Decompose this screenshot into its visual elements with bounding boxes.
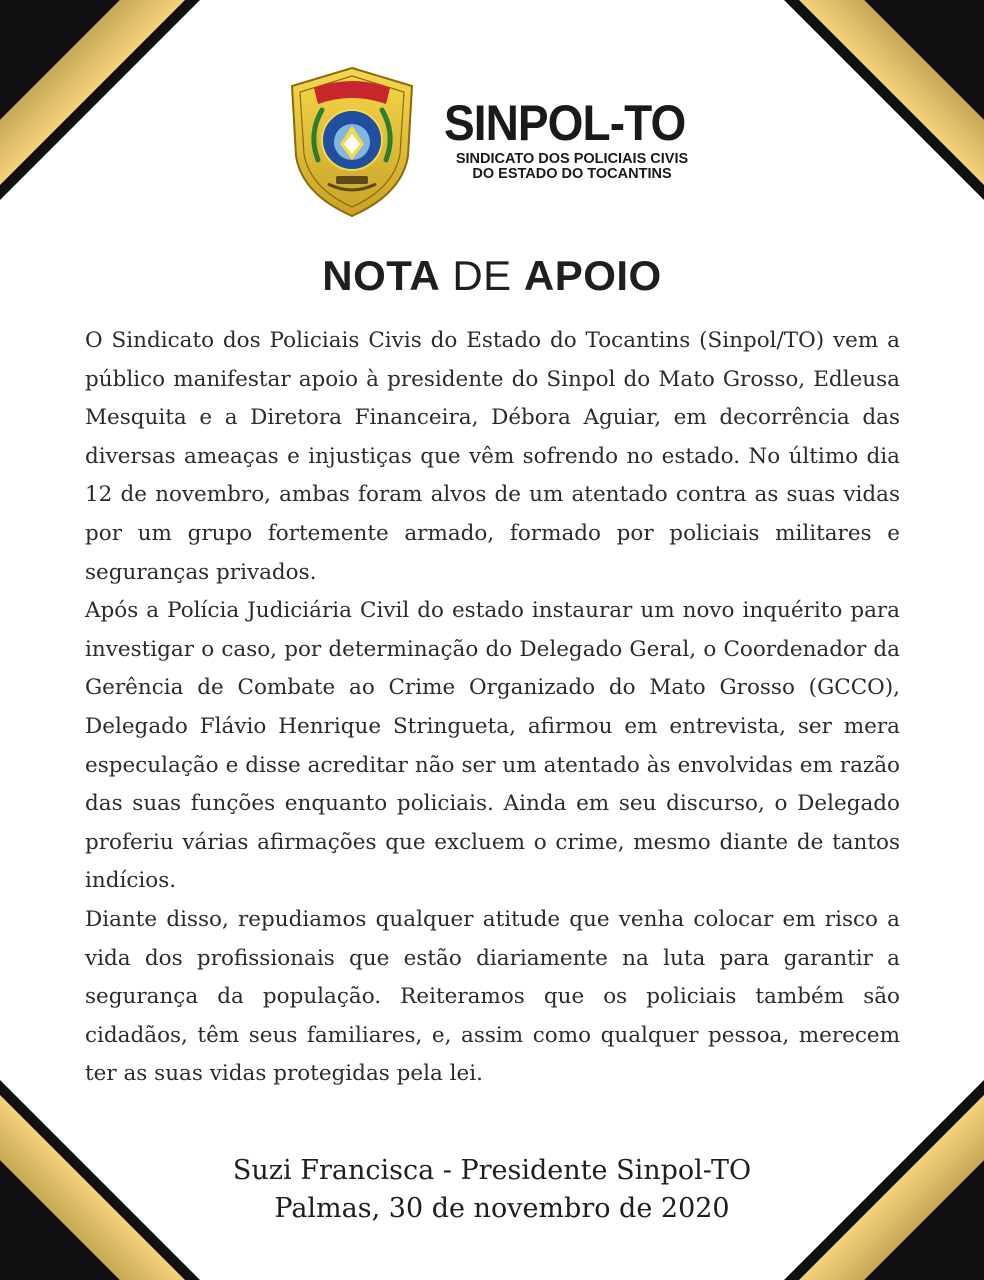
brand-name: SINPOL-TO (444, 95, 686, 151)
police-shield-icon (284, 64, 420, 220)
title-part-1: NOTA (322, 252, 441, 299)
page-title (0, 252, 984, 300)
signature-name: Suzi Francisca - Presidente Sinpol-TO (232, 1155, 752, 1186)
header (0, 60, 984, 220)
signature-place-date: Palmas, 30 de novembro de 2020 (274, 1193, 730, 1224)
brand-block (444, 95, 706, 182)
paragraph-1: O Sindicato dos Policiais Civis do Estado do Tocantins (Sinpol/TO) vem a público manifestar apoio à presidente do Sinpol do Mato Grosso, Edleusa Mesquita e a Diretora Financeira, Débora Aguiar, em decorrência das diversas ameaças e injustiças que vêm sofrendo no estado. No último dia 12 de novembro, ambas foram alvos de um atentado contra as suas vidas por um grupo fortemente armado, formado por policiais militares e seguranças privados. (85, 328, 900, 585)
brand-subtitle (444, 152, 700, 182)
brand-subtitle-line1: SINDICATO DOS POLICIAIS CIVIS (455, 151, 689, 167)
title-part-2: DE (452, 252, 512, 299)
brand-subtitle-line2: DO ESTADO DO TOCANTINS (472, 166, 672, 182)
note-body (85, 322, 900, 1094)
title-part-3: APOIO (523, 252, 662, 299)
paragraph-2: Após a Polícia Judiciária Civil do estado instaurar um novo inquérito para investigar o caso, por determinação do Delegado Geral, o Coordenador da Gerência de Combate ao Crime Organizado do Mato Grosso (GCCO), Delegado Flávio Henrique Stringueta, afirmou em entrevista, ser mera especulação e disse acreditar não ser um atentado às envolvidas em razão das suas funções enquanto policiais. Ainda em seu discurso, o Delegado proferiu várias afirmações que excluem o crime, mesmo diante de tantos indícios. (85, 598, 900, 894)
signature-block (0, 1152, 984, 1228)
paragraph-3: Diante disso, repudiamos qualquer atitude que venha colocar em risco a vida dos profissionais que estão diariamente na luta para garantir a segurança da população. Reiteramos que os policiais também são cidadãos, têm seus familiares, e, assim como qualquer pessoa, merecem ter as suas vidas protegidas pela lei. (85, 906, 900, 1087)
